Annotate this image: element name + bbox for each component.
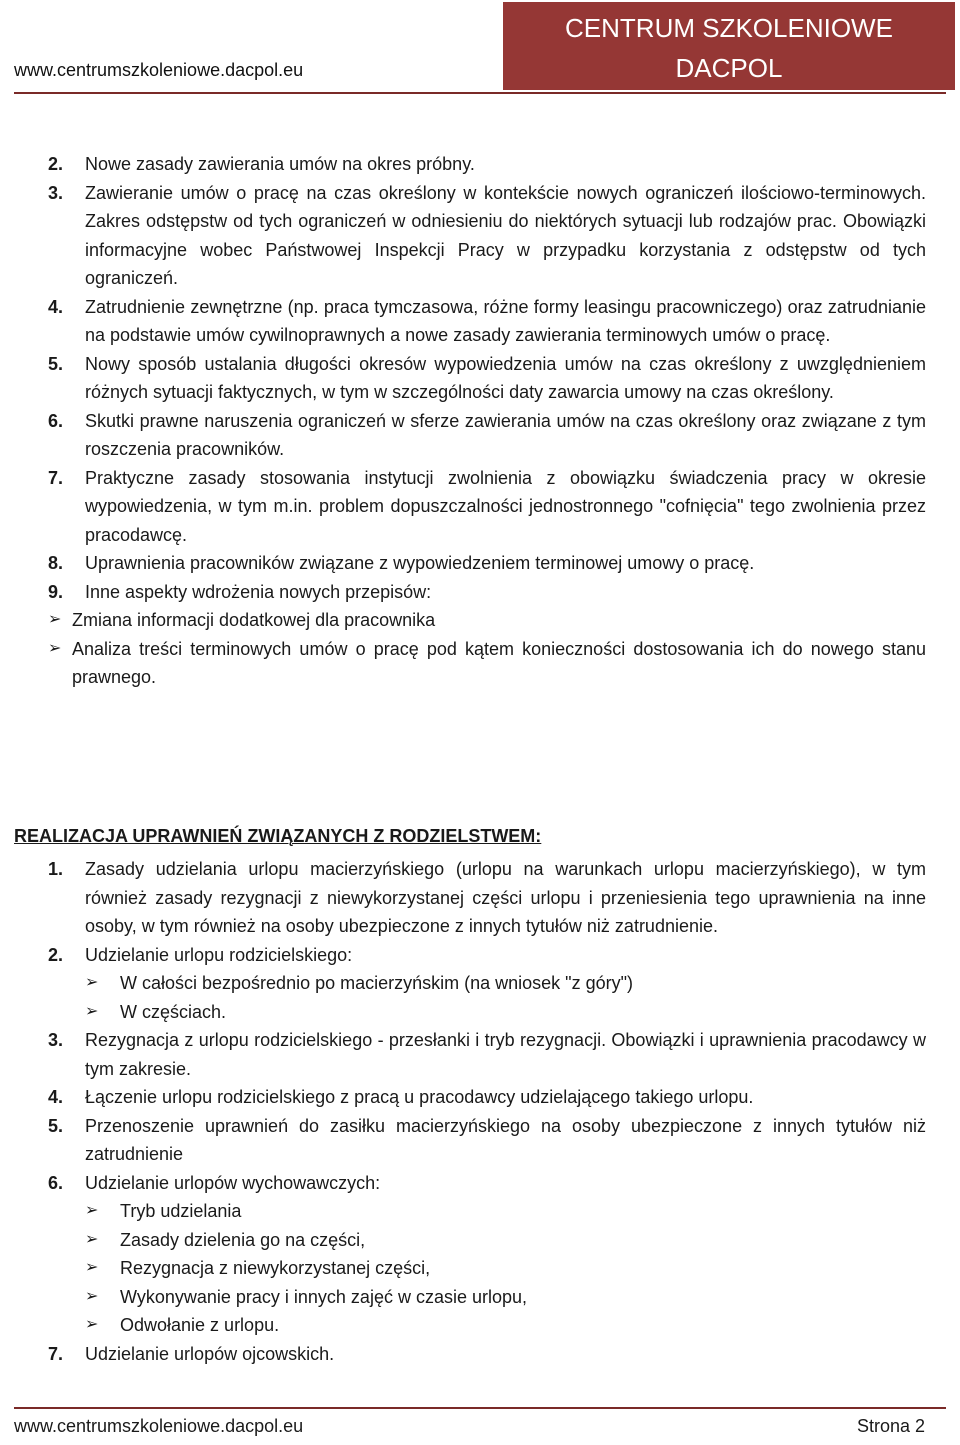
list-item (48, 1083, 926, 1112)
sub-list-item (48, 1283, 926, 1312)
item-number: 5. (48, 353, 64, 374)
sub-list-item (48, 635, 926, 692)
list-item (48, 941, 926, 970)
item-text: Udzielanie urlopów ojcowskich. (85, 1343, 335, 1364)
list-item (48, 1112, 926, 1169)
list-item (48, 578, 926, 607)
sub-item-text: Rezygnacja z niewykorzystanej części, (120, 1258, 431, 1278)
item-text: Udzielanie urlopów wychowawczych: (85, 1172, 381, 1193)
sub-list-item (48, 606, 926, 635)
item-text: Udzielanie urlopu rodzicielskiego: (85, 944, 353, 965)
item-number: 7. (48, 467, 64, 488)
topics-list-1 (48, 150, 926, 692)
item-number: 4. (48, 296, 64, 317)
item-number: 6. (48, 410, 64, 431)
item-text: Praktyczne zasady stosowania instytucji zwolnienia z obowiązku świadczenia pracy w okresie wypowiedzenia, w tym m.in. problem dopuszczalności jednostronnego "cofnięcia" tego zwolnienia przez pracodawcę. (85, 467, 926, 545)
list-item (48, 549, 926, 578)
brand-subtitle: DACPOL (675, 53, 783, 83)
item-text: Nowe zasady zawierania umów na okres próbny. (85, 154, 475, 174)
sub-item-text: Tryb udzielania (120, 1201, 242, 1221)
item-text: Rezygnacja z urlopu rodzicielskiego - przesłanki i tryb rezygnacji. Obowiązki i uprawnienia pracodawcy w tym zakresie. (85, 1030, 926, 1079)
section-heading: REALIZACJA UPRAWNIEŃ ZWIĄZANYCH Z RODZIELSTWEM: (14, 826, 542, 846)
sub-item-text: W częściach. (120, 1001, 227, 1022)
item-text: Inne aspekty wdrożenia nowych przepisów: (85, 581, 432, 602)
header-divider (14, 92, 946, 94)
sub-list-item (48, 1197, 926, 1226)
item-text: Zasady udzielania urlopu macierzyńskiego (urlopu na warunkach urlopu macierzyńskiego), w tym również zasady rezygnacji z niewykorzystanej części urlopu i przeniesienia tego uprawnienia na inne osoby, w tym również na osoby ubezpieczone z innych tytułów niż zatrudnienie. (85, 859, 926, 936)
sub-item-text: Zmiana informacji dodatkowej dla pracownika (72, 610, 436, 630)
topics-list-2 (48, 855, 926, 1368)
item-number: 6. (48, 1172, 64, 1193)
footer-url: www.centrumszkoleniowe.dacpol.eu (14, 1416, 304, 1436)
arrow-bullet-icon: ➢ (85, 974, 99, 991)
item-text: Uprawnienia pracowników związane z wypowiedzeniem terminowej umowy o pracę. (85, 553, 755, 573)
list-item (48, 293, 926, 350)
item-text: Nowy sposób ustalania długości okresów wypowiedzenia umów na czas określony z uwzględnieniem różnych sytuacji faktycznych, w tym w szczególności daty zawarcia umowy na czas określony. (85, 353, 926, 402)
arrow-bullet-icon: ➢ (85, 1287, 99, 1305)
item-text: Skutki prawne naruszenia ograniczeń w sferze zawierania umów na czas określony oraz związane z tym roszczenia pracowników. (85, 410, 926, 459)
sub-item-text: Wykonywanie pracy i innych zajęć w czasie urlopu, (120, 1286, 528, 1307)
footer-divider (14, 1407, 946, 1409)
sub-item-text: W całości bezpośrednio po macierzyńskim (na wniosek "z góry") (120, 973, 633, 993)
brand-title: CENTRUM SZKOLENIOWE (565, 13, 893, 43)
list-item (48, 464, 926, 550)
brand-banner (503, 2, 955, 90)
item-number: 3. (48, 1030, 64, 1050)
arrow-bullet-icon: ➢ (85, 1002, 99, 1020)
sub-list-item (48, 1311, 926, 1340)
arrow-bullet-icon: ➢ (48, 611, 62, 628)
arrow-bullet-icon: ➢ (85, 1202, 99, 1219)
item-text: Zawieranie umów o pracę na czas określony w kontekście nowych ograniczeń ilościowo-terminowych. Zakres odstępstw od tych ograniczeń w odniesieniu do niektórych sytuacji lub rodzajów prac. Obowiązki informacyjne wobec Państwowej Inspekcji Pracy w przypadku korzystania z odstępstw od tych ograniczeń. (85, 182, 926, 288)
list-item (48, 1026, 926, 1083)
list-item (48, 407, 926, 464)
item-number: 3. (48, 182, 64, 203)
list-item (48, 350, 926, 407)
sub-list-item (48, 1254, 926, 1283)
item-text: Łączenie urlopu rodzicielskiego z pracą u pracodawcy udzielającego takiego urlopu. (85, 1087, 754, 1107)
item-number: 8. (48, 553, 64, 573)
list-item (48, 855, 926, 941)
item-number: 7. (48, 1343, 64, 1364)
list-item (48, 179, 926, 293)
sub-list-item (48, 969, 926, 998)
sub-item-text: Analiza treści terminowych umów o pracę pod kątem konieczności dostosowania ich do nowego stanu prawnego. (72, 638, 926, 687)
arrow-bullet-icon: ➢ (85, 1259, 99, 1276)
item-text: Zatrudnienie zewnętrzne (np. praca tymczasowa, różne formy leasingu pracowniczego) oraz zatrudnianie na podstawie umów cywilnoprawnych a nowe zasady zawierania terminowych umów o pracę. (85, 296, 926, 345)
list-item (48, 1340, 926, 1369)
arrow-bullet-icon: ➢ (85, 1316, 99, 1333)
header-url: www.centrumszkoleniowe.dacpol.eu (14, 60, 304, 80)
sub-item-text: Zasady dzielenia go na części, (120, 1229, 366, 1250)
item-number: 4. (48, 1087, 64, 1107)
list-item (48, 150, 926, 179)
list-item (48, 1169, 926, 1198)
item-number: 9. (48, 581, 64, 602)
arrow-bullet-icon: ➢ (48, 639, 62, 657)
item-number: 2. (48, 154, 64, 174)
arrow-bullet-icon: ➢ (85, 1230, 99, 1248)
page-number: Strona 2 (856, 1416, 925, 1436)
sub-list-item (48, 1226, 926, 1255)
item-number: 1. (48, 859, 64, 879)
sub-list-item (48, 998, 926, 1027)
item-text: Przenoszenie uprawnień do zasiłku macierzyńskiego na osoby ubezpieczone z innych tytułów niż zatrudnienie (85, 1115, 926, 1164)
item-number: 5. (48, 1115, 64, 1136)
item-number: 2. (48, 944, 64, 965)
sub-item-text: Odwołanie z urlopu. (120, 1315, 280, 1335)
